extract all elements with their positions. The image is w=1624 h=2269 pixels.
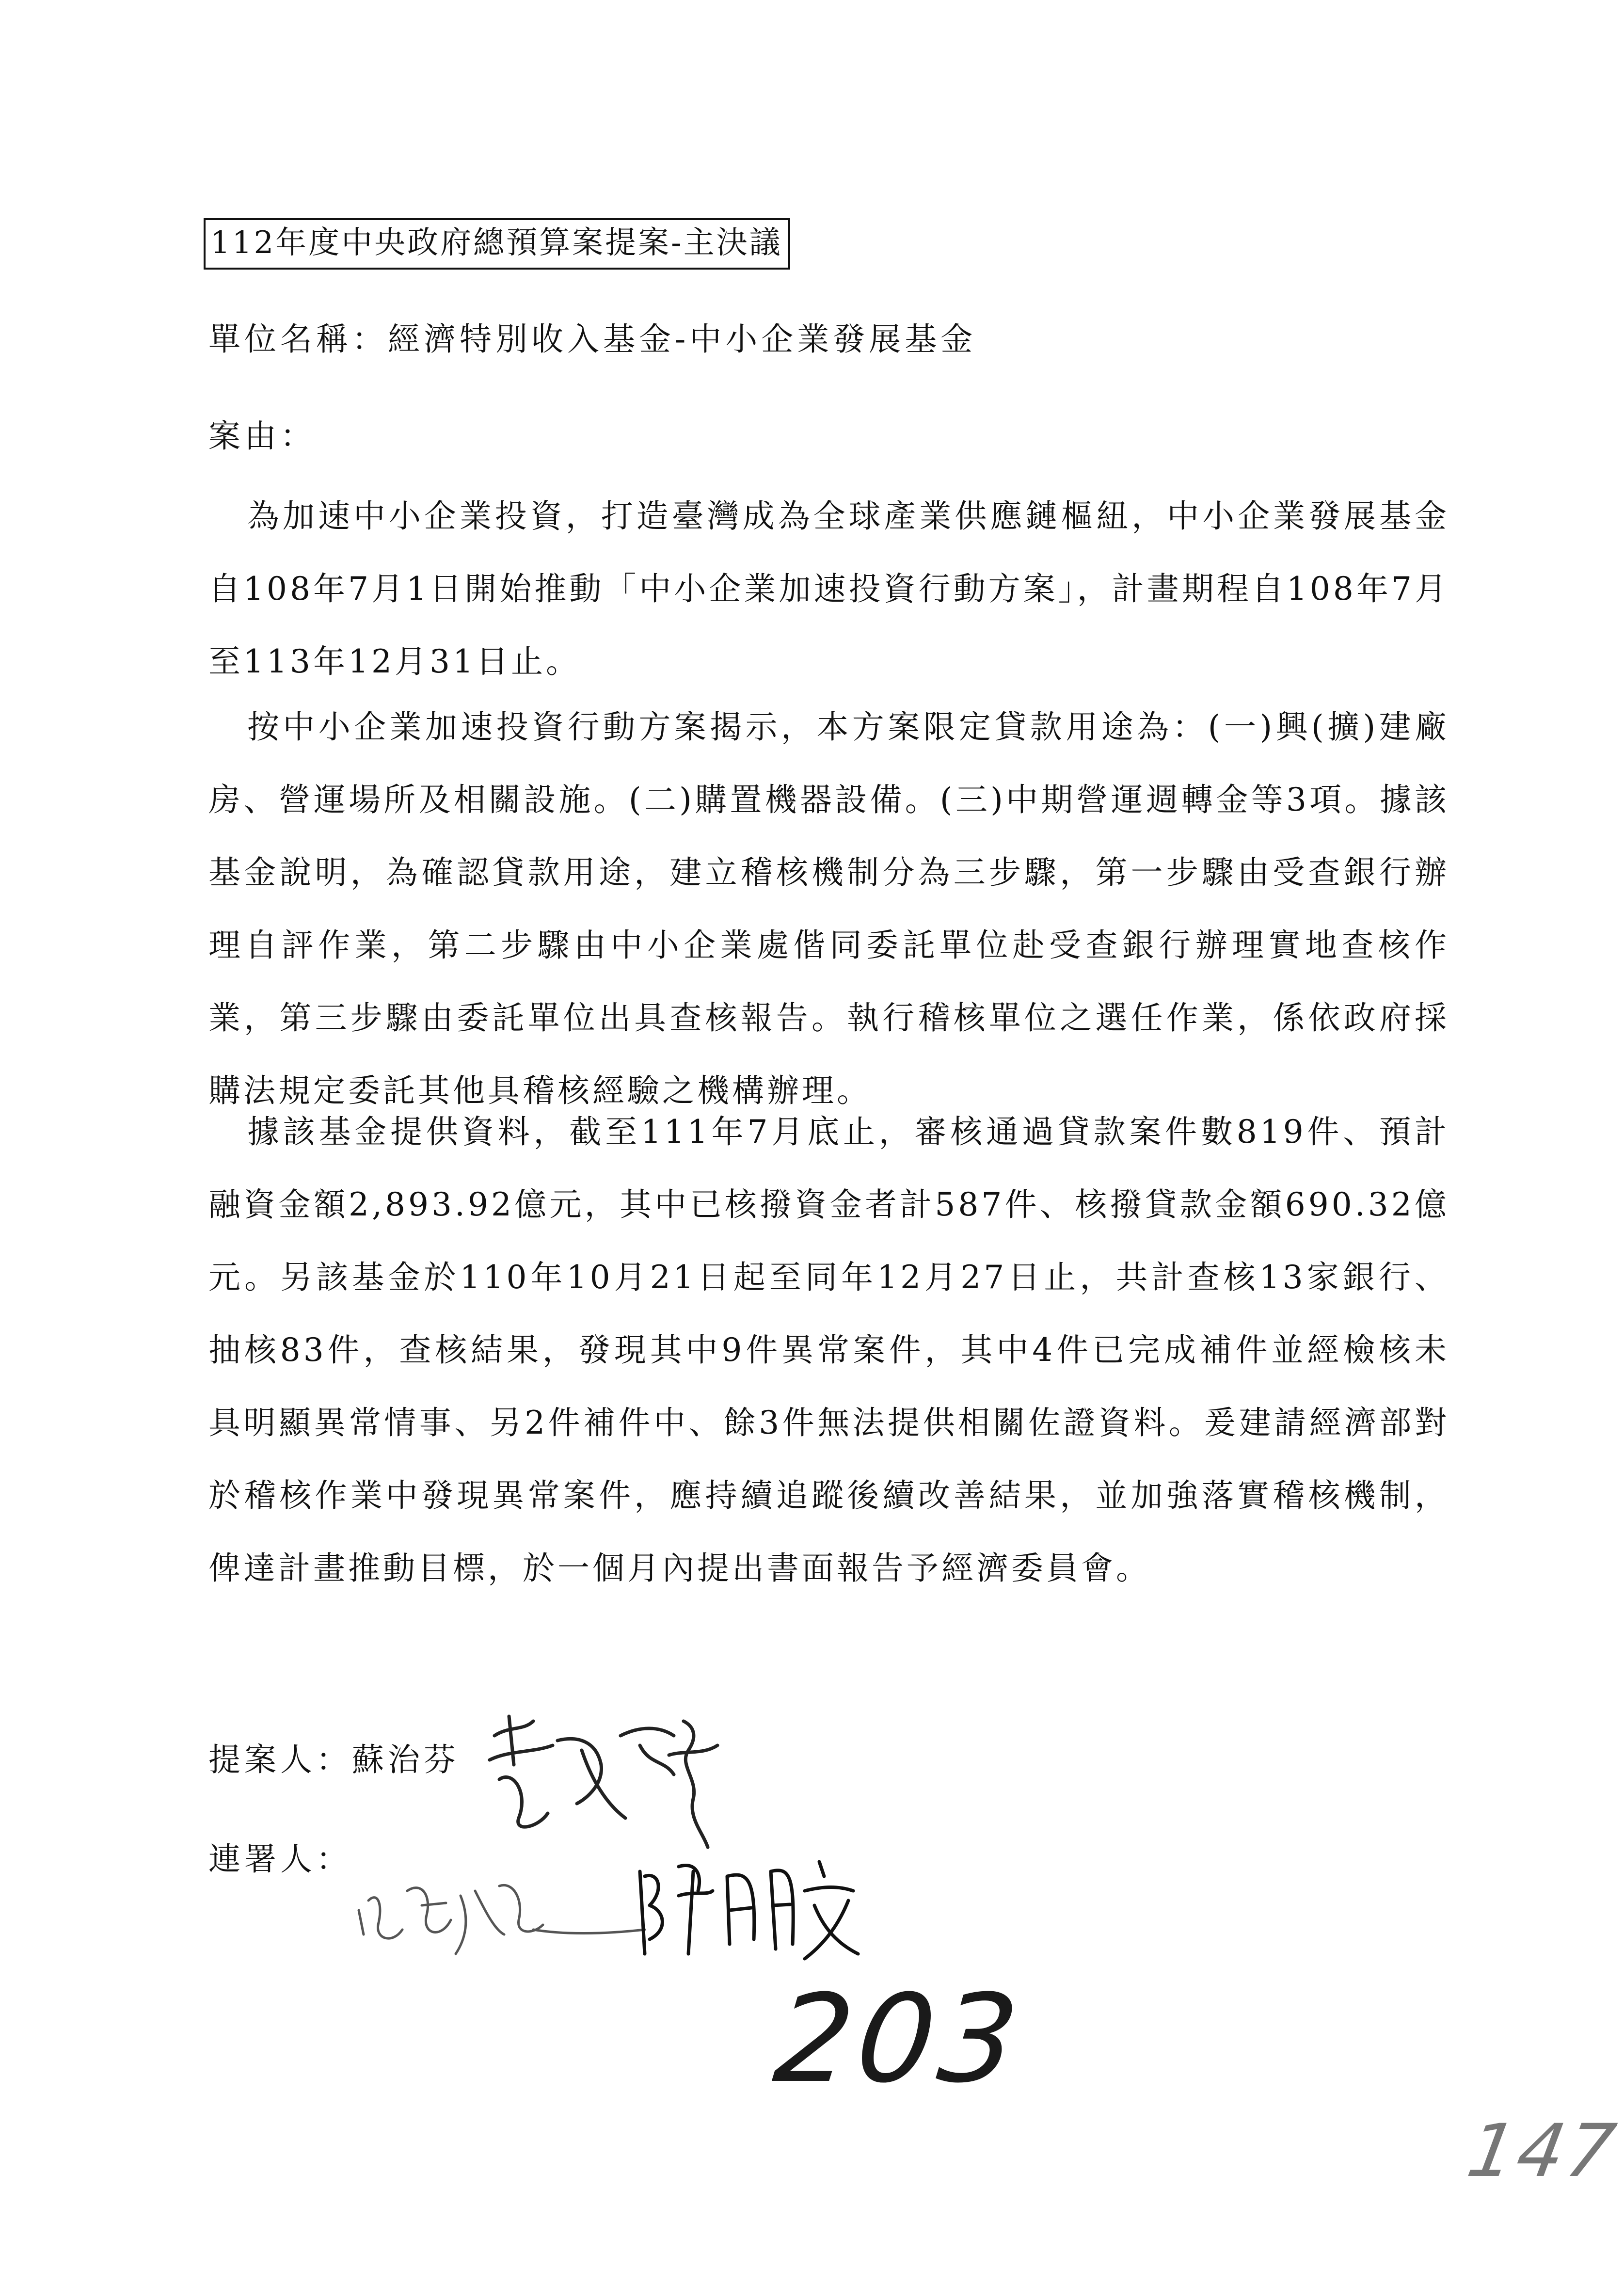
reason-label: 案由： bbox=[208, 417, 316, 455]
cosigner-signature-2 bbox=[630, 1842, 863, 1968]
cosigner-line: 連署人： bbox=[208, 1840, 352, 1878]
cosigner-signature-1 bbox=[349, 1862, 650, 1968]
proposer-line: 提案人：蘇治芬 bbox=[208, 1741, 460, 1778]
unit-name-line: 單位名稱：經濟特別收入基金-中小企業發展基金 bbox=[208, 320, 977, 358]
body-paragraph: 為加速中小企業投資，打造臺灣成為全球產業供應鏈樞紐，中小企業發展基金自108年7月1日開始推動「中小企業加速投資行動方案」，計畫期程自108年7月至113年12月31日止。 bbox=[208, 497, 1449, 680]
document-heading: 112年度中央政府總預算案提案-主決議 bbox=[204, 218, 790, 270]
proposer-signature bbox=[480, 1707, 732, 1852]
body-paragraph: 據該基金提供資料，截至111年7月底止，審核通過貸款案件數819件、預計融資金額2,893.92億元，其中已核撥資金者計587件、核撥貸款金額690.32億元。另該基金於110年10月21日起至同年12月27日止，共計查核13家銀行、抽核83件，查核結果，發現其中9件異常案件，其中4件已完成補件並經檢核未具明顯異常情事、另2件補件中、餘3件無法提供相關佐證資料。爰建請經濟部對於稽核作業中發現異常案件，應持續追蹤後續改善結果，並加強落實稽核機制，俾達計畫推動目標，於一個月內提出書面報告予經濟委員會。 bbox=[208, 1113, 1449, 1587]
body-paragraph: 按中小企業加速投資行動方案揭示，本方案限定貸款用途為：(一)興(擴)建廠房、營運場所及相關設施。(二)購置機器設備。(三)中期營運週轉金等3項。據該基金說明，為確認貸款用途，建立稽核機制分為三步驟，第一步驟由受查銀行辦理自評作業，第二步驟由中小企業處偕同委託單位赴受查銀行辦理實地查核作業，第三步驟由委託單位出具查核報告。執行稽核單位之選任作業，係依政府採購法規定委託其他具稽核經驗之機構辦理。 bbox=[208, 708, 1449, 1109]
handwritten-corner-number: 147 bbox=[1461, 2109, 1624, 2193]
handwritten-page-number: 203 bbox=[768, 1968, 1029, 2109]
